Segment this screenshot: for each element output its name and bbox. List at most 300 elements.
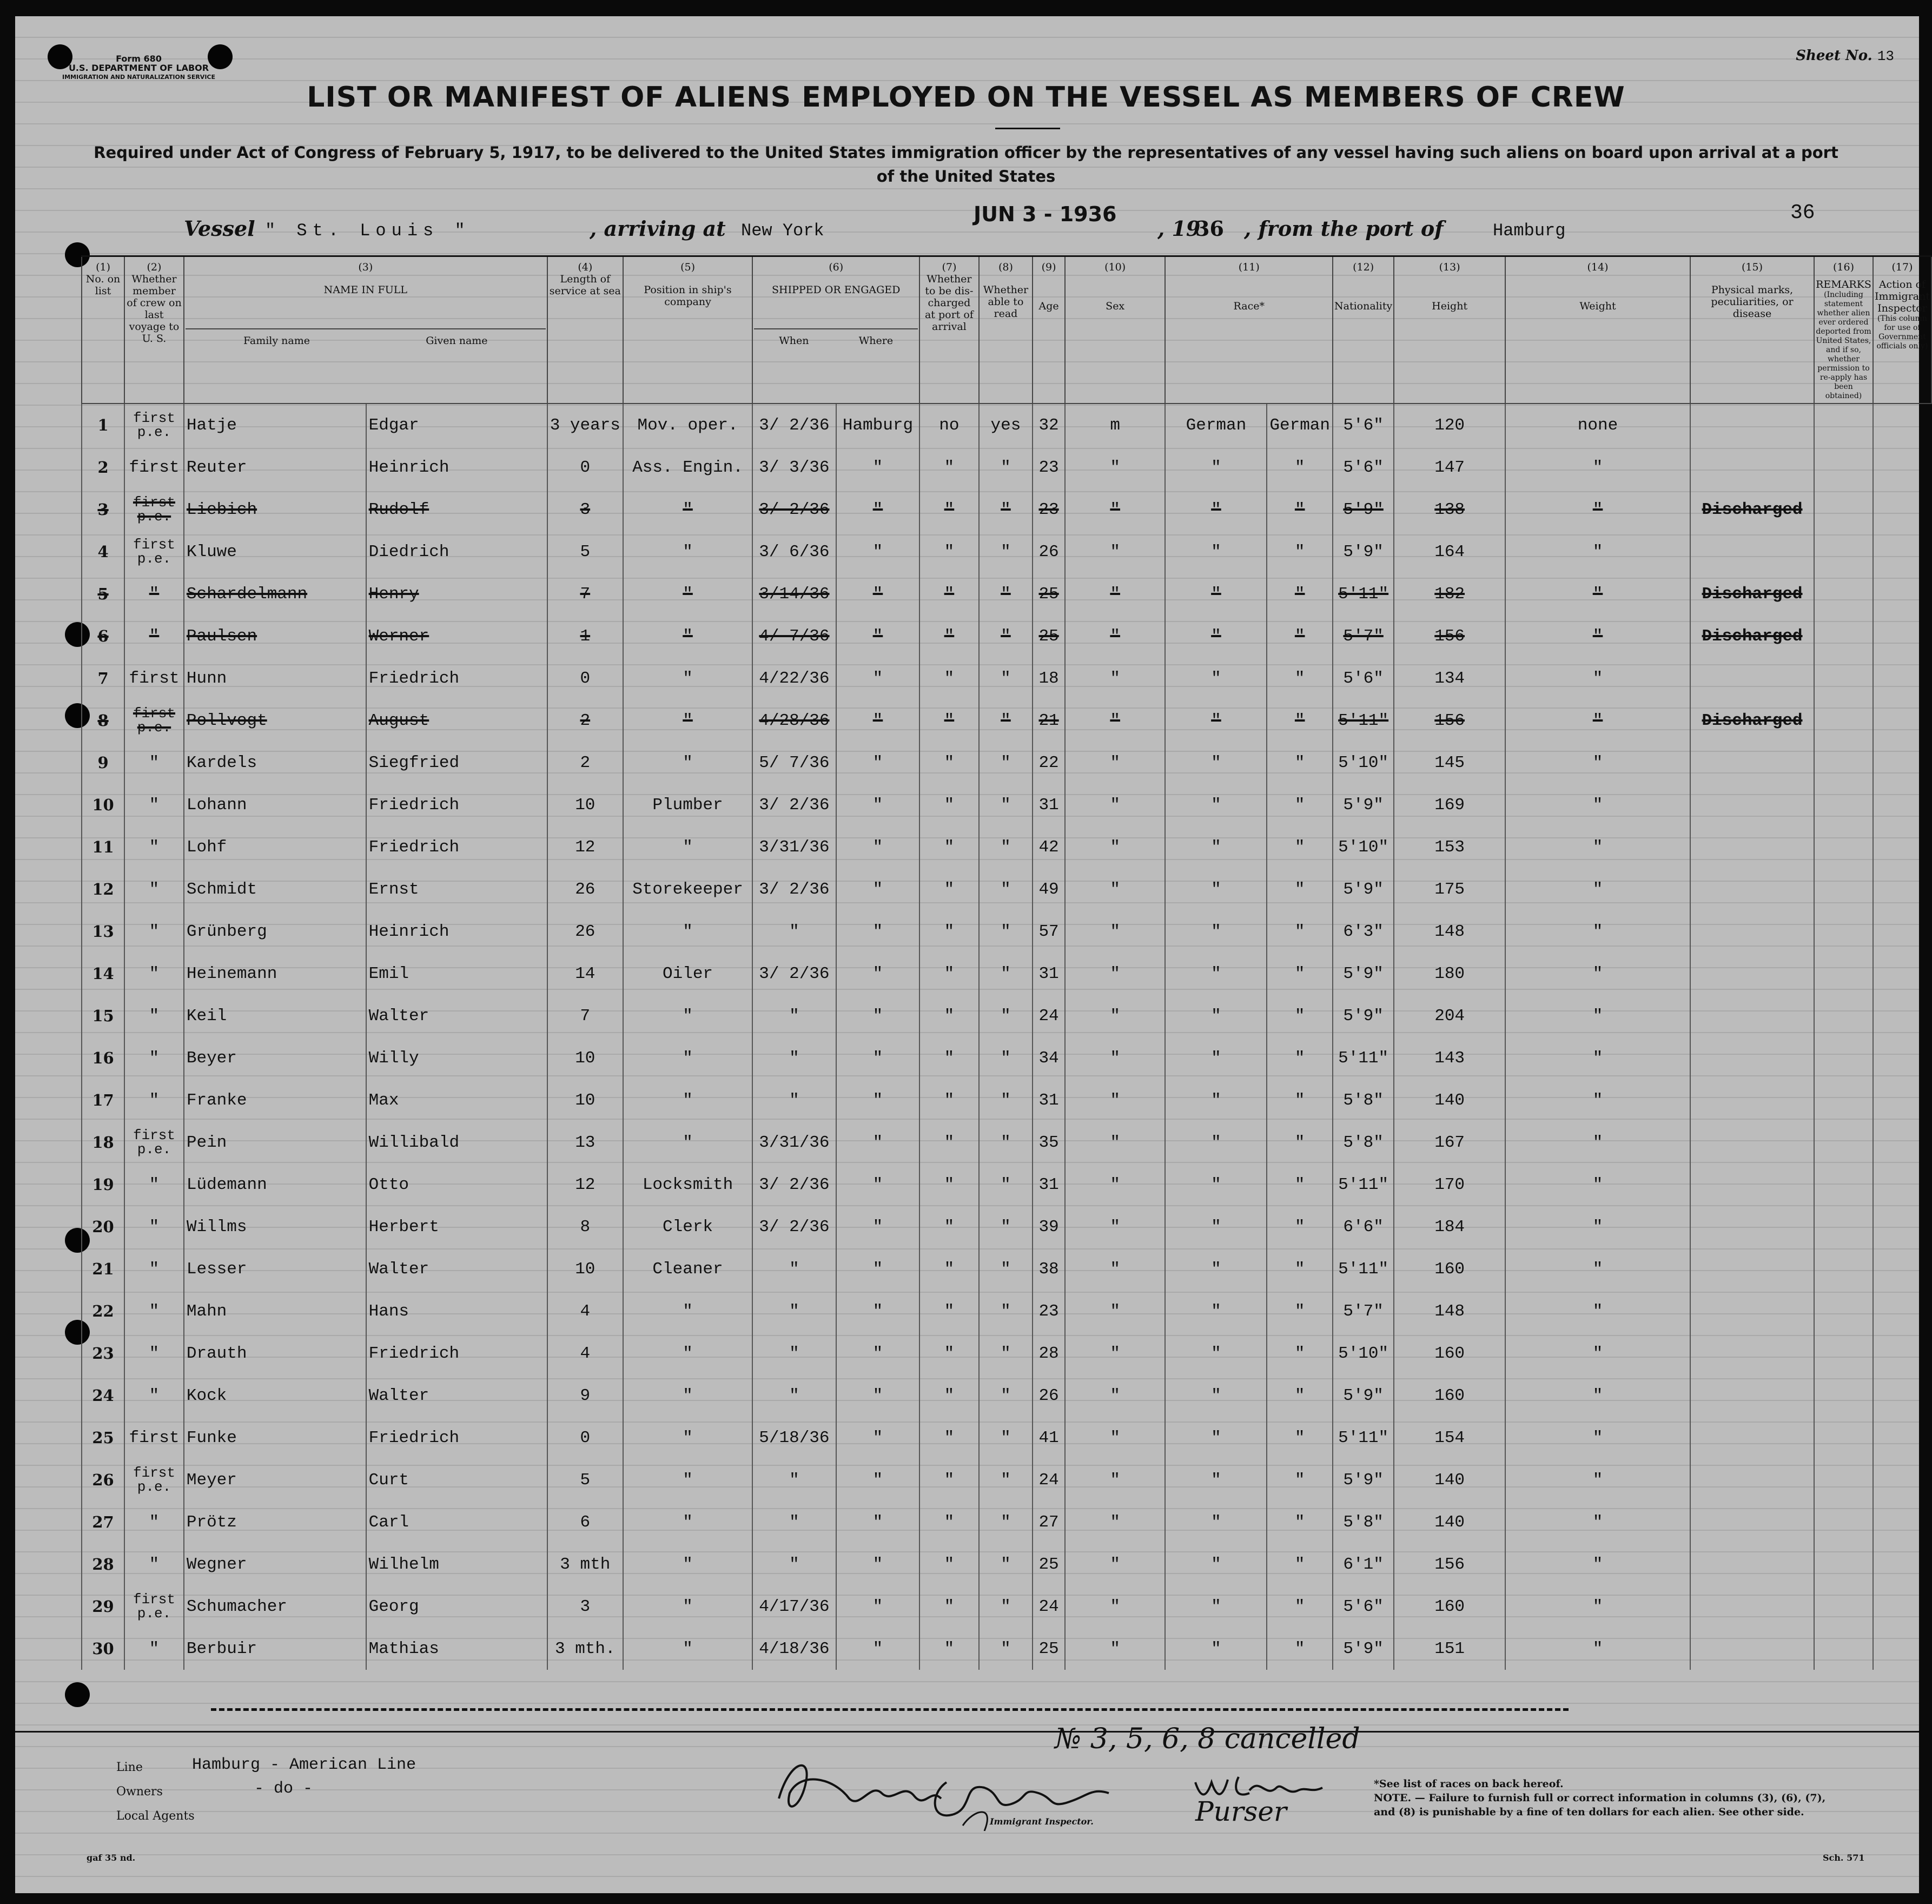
page-subtitle: Required under Act of Congress of February 5, 1917, to be delivered to the United States immigration officer by the representatives of any vessel having such aliens on board upon arrival at a port of the United States: [94, 143, 1838, 186]
list-number: 30: [82, 1628, 124, 1670]
col-header-4: (4) Length of service at sea: [547, 256, 623, 404]
weight: 156: [1394, 615, 1505, 657]
remarks: [1690, 1248, 1814, 1290]
service-length: 0: [547, 657, 623, 699]
weight: 140: [1394, 1079, 1505, 1121]
able-to-read: ": [979, 657, 1033, 699]
physical-marks: ": [1505, 1501, 1690, 1543]
inspector-action: [1814, 1163, 1873, 1206]
remarks: [1690, 1290, 1814, 1332]
able-to-read: ": [979, 1332, 1033, 1374]
age: 23: [1033, 488, 1065, 531]
physical-marks: ": [1505, 657, 1690, 699]
discharge-at-port: ": [919, 1332, 978, 1374]
crew-row: [82, 1079, 1931, 1121]
sex: ": [1065, 868, 1166, 910]
nationality: ": [1267, 953, 1333, 995]
able-to-read: ": [979, 1037, 1033, 1079]
given-name: Otto: [366, 1163, 547, 1206]
able-to-read: ": [979, 573, 1033, 615]
shipped-when: ": [752, 1543, 836, 1585]
shipped-where: ": [836, 1079, 920, 1121]
age: 31: [1033, 1163, 1065, 1206]
shipped-where: ": [836, 1628, 920, 1670]
service-length: 26: [547, 868, 623, 910]
discharge-at-port: ": [919, 488, 978, 531]
purser-label: Purser: [1195, 1796, 1287, 1827]
race: ": [1165, 1459, 1267, 1501]
given-name: Ernst: [366, 868, 547, 910]
position: Storekeeper: [623, 868, 752, 910]
inspector-action: [1814, 699, 1873, 742]
discharge-at-port: ": [919, 1501, 978, 1543]
service-length: 9: [547, 1374, 623, 1417]
service-length: 2: [547, 742, 623, 784]
shipped-when: 5/ 7/36: [752, 742, 836, 784]
position: ": [623, 1628, 752, 1670]
remarks: [1690, 1206, 1814, 1248]
physical-marks: ": [1505, 1206, 1690, 1248]
family-name: Franke: [184, 1079, 366, 1121]
crew-row: [82, 404, 1931, 446]
crew-rows: [82, 404, 1931, 1670]
family-name: Reuter: [184, 446, 366, 488]
able-to-read: ": [979, 1417, 1033, 1459]
cancelled-note: № 3, 5, 6, 8 cancelled: [1055, 1723, 1360, 1755]
nationality: ": [1267, 1206, 1333, 1248]
discharge-at-port: ": [919, 1543, 978, 1585]
race: ": [1165, 910, 1267, 953]
last-voyage: first p.e.: [124, 699, 184, 742]
crew-row: [82, 995, 1931, 1037]
given-name: Friedrich: [366, 1417, 547, 1459]
shipped-when: ": [752, 995, 836, 1037]
col-header-13: (13) Height: [1394, 256, 1505, 404]
inspector-action: [1814, 1037, 1873, 1079]
discharge-at-port: ": [919, 868, 978, 910]
sex: m: [1065, 404, 1166, 446]
discharge-at-port: ": [919, 615, 978, 657]
crew-row: [82, 1628, 1931, 1670]
list-number: 18: [82, 1121, 124, 1163]
discharge-at-port: ": [919, 1121, 978, 1163]
height: 6'3": [1333, 910, 1394, 953]
race: ": [1165, 1290, 1267, 1332]
list-number: 22: [82, 1290, 124, 1332]
list-number: 9: [82, 742, 124, 784]
col-header-6: (6) SHIPPED OR ENGAGED When Where: [752, 256, 919, 404]
weight: 145: [1394, 742, 1505, 784]
crew-row: [82, 742, 1931, 784]
list-number: 16: [82, 1037, 124, 1079]
physical-marks: ": [1505, 1037, 1690, 1079]
service-length: 14: [547, 953, 623, 995]
crew-row: [82, 1163, 1931, 1206]
shipped-when: 3/14/36: [752, 573, 836, 615]
list-number: 20: [82, 1206, 124, 1248]
position: ": [623, 1037, 752, 1079]
discharge-at-port: ": [919, 1374, 978, 1417]
weight: 147: [1394, 446, 1505, 488]
crew-row: [82, 1037, 1931, 1079]
age: 28: [1033, 1332, 1065, 1374]
crew-manifest-table: [81, 255, 1932, 1670]
position: ": [623, 488, 752, 531]
age: 41: [1033, 1417, 1065, 1459]
age: 25: [1033, 615, 1065, 657]
family-name: Pollvogt: [184, 699, 366, 742]
form-number: Form 680: [116, 54, 162, 64]
sex: ": [1065, 1417, 1166, 1459]
able-to-read: ": [979, 910, 1033, 953]
remarks: [1690, 1543, 1814, 1585]
sex: ": [1065, 910, 1166, 953]
able-to-read: ": [979, 488, 1033, 531]
age: 22: [1033, 742, 1065, 784]
when-header: When: [779, 335, 809, 347]
year-value: 36: [1195, 216, 1224, 241]
sex: ": [1065, 1628, 1166, 1670]
list-number: 8: [82, 699, 124, 742]
arrival-port: New York: [741, 221, 824, 241]
crew-row: [82, 657, 1931, 699]
position: ": [623, 699, 752, 742]
discharge-at-port: ": [919, 531, 978, 573]
age: 25: [1033, 1628, 1065, 1670]
inspector-action: [1814, 1374, 1873, 1417]
remarks: [1690, 1628, 1814, 1670]
inspector-action: [1814, 657, 1873, 699]
list-number: 15: [82, 995, 124, 1037]
weight: 134: [1394, 657, 1505, 699]
col-header-5: (5) Position in ship's company: [623, 256, 752, 404]
given-name: Georg: [366, 1585, 547, 1628]
able-to-read: ": [979, 1501, 1033, 1543]
inspector-action: [1814, 1206, 1873, 1248]
crew-row: [82, 1501, 1931, 1543]
position: ": [623, 657, 752, 699]
position: Mov. oper.: [623, 404, 752, 446]
last-voyage: ": [124, 1501, 184, 1543]
age: 24: [1033, 1459, 1065, 1501]
last-voyage: ": [124, 1628, 184, 1670]
crew-row: [82, 615, 1931, 657]
last-voyage: ": [124, 1543, 184, 1585]
sex: ": [1065, 657, 1166, 699]
height: 5'9": [1333, 488, 1394, 531]
given-name-header: Given name: [426, 335, 488, 347]
remarks: [1690, 1037, 1814, 1079]
last-voyage: ": [124, 573, 184, 615]
family-name-header: Family name: [243, 335, 310, 347]
physical-marks: ": [1505, 699, 1690, 742]
crew-row: [82, 1290, 1931, 1332]
race: ": [1165, 446, 1267, 488]
shipped-when: ": [752, 1374, 836, 1417]
weight: 204: [1394, 995, 1505, 1037]
physical-marks: ": [1505, 1628, 1690, 1670]
race: ": [1165, 699, 1267, 742]
height: 5'8": [1333, 1121, 1394, 1163]
family-name: Hunn: [184, 657, 366, 699]
height: 5'10": [1333, 742, 1394, 784]
crew-row: [82, 531, 1931, 573]
nationality: ": [1267, 1628, 1333, 1670]
last-voyage: first: [124, 657, 184, 699]
discharge-at-port: ": [919, 995, 978, 1037]
physical-marks: ": [1505, 531, 1690, 573]
remarks: [1690, 1417, 1814, 1459]
vessel-name: " St. Louis ": [265, 221, 471, 241]
inspector-action: [1814, 1332, 1873, 1374]
race: ": [1165, 488, 1267, 531]
sex: ": [1065, 953, 1166, 995]
height: 5'11": [1333, 1417, 1394, 1459]
sex: ": [1065, 615, 1166, 657]
remarks: [1690, 910, 1814, 953]
penalty-note: NOTE. — Failure to furnish full or correct information in columns (3), (6), (7), and (8) is punishable by a fine of ten dollars for each alien. See other side.: [1374, 1792, 1826, 1818]
remarks: [1690, 826, 1814, 868]
shipped-where: ": [836, 953, 920, 995]
list-number: 10: [82, 784, 124, 826]
height: 5'11": [1333, 573, 1394, 615]
nationality: ": [1267, 1248, 1333, 1290]
printer-code: gaf 35 nd.: [87, 1853, 136, 1863]
crew-row: [82, 1543, 1931, 1585]
sex: ": [1065, 1290, 1166, 1332]
race: ": [1165, 1121, 1267, 1163]
service-length: 26: [547, 910, 623, 953]
nationality: ": [1267, 1417, 1333, 1459]
sheet-number: [1796, 48, 1894, 64]
position: ": [623, 1121, 752, 1163]
physical-marks: ": [1505, 1248, 1690, 1290]
shipped-where: ": [836, 784, 920, 826]
last-voyage: first: [124, 446, 184, 488]
inspector-action: [1814, 1459, 1873, 1501]
crew-row: [82, 699, 1931, 742]
sheet-label: Sheet No.: [1796, 48, 1873, 64]
service-length: 0: [547, 446, 623, 488]
departure-port: Hamburg: [1493, 221, 1566, 241]
family-name: Prötz: [184, 1501, 366, 1543]
family-name: Lohann: [184, 784, 366, 826]
last-voyage: ": [124, 1037, 184, 1079]
last-voyage: first p.e.: [124, 531, 184, 573]
list-number: 3: [82, 488, 124, 531]
age: 31: [1033, 1079, 1065, 1121]
position: ": [623, 1543, 752, 1585]
inspector-action: [1814, 1543, 1873, 1585]
service-length: 4: [547, 1332, 623, 1374]
nationality: ": [1267, 1163, 1333, 1206]
service-length: 3 years: [547, 404, 623, 446]
date-stamp: JUN 3 - 1936: [974, 202, 1117, 226]
weight: 151: [1394, 1628, 1505, 1670]
race: ": [1165, 1543, 1267, 1585]
family-name: Schmidt: [184, 868, 366, 910]
discharge-at-port: ": [919, 826, 978, 868]
height: 5'11": [1333, 1248, 1394, 1290]
remarks: [1690, 1585, 1814, 1628]
crew-row: [82, 1332, 1931, 1374]
discharge-at-port: ": [919, 1417, 978, 1459]
inspector-label: Immigrant Inspector.: [990, 1816, 1094, 1827]
remarks: Discharged: [1690, 699, 1814, 742]
age: 57: [1033, 910, 1065, 953]
given-name: Max: [366, 1079, 547, 1121]
height: 6'1": [1333, 1543, 1394, 1585]
crew-row: [82, 1585, 1931, 1628]
inspector-action: [1814, 784, 1873, 826]
sex: ": [1065, 826, 1166, 868]
shipped-where: ": [836, 1248, 920, 1290]
list-number: 23: [82, 1332, 124, 1374]
service-length: 3: [547, 1585, 623, 1628]
crew-row: [82, 1374, 1931, 1417]
service-name: IMMIGRATION AND NATURALIZATION SERVICE: [62, 74, 216, 81]
department-name: U.S. DEPARTMENT OF LABOR: [68, 63, 209, 73]
remarks: [1690, 446, 1814, 488]
sex: ": [1065, 488, 1166, 531]
weight: 148: [1394, 1290, 1505, 1332]
sex: ": [1065, 1374, 1166, 1417]
given-name: Willibald: [366, 1121, 547, 1163]
position: ": [623, 995, 752, 1037]
family-name: Keil: [184, 995, 366, 1037]
inspector-action: [1814, 404, 1873, 446]
weight: 167: [1394, 1121, 1505, 1163]
age: 34: [1033, 1037, 1065, 1079]
sheet-value: 13: [1877, 48, 1894, 64]
last-voyage: ": [124, 742, 184, 784]
discharge-at-port: ": [919, 1206, 978, 1248]
service-length: 8: [547, 1206, 623, 1248]
able-to-read: ": [979, 1628, 1033, 1670]
sex: ": [1065, 446, 1166, 488]
remarks: [1690, 1374, 1814, 1417]
discharge-at-port: ": [919, 1585, 978, 1628]
position: Ass. Engin.: [623, 446, 752, 488]
given-name: Diedrich: [366, 531, 547, 573]
crew-row: [82, 1248, 1931, 1290]
discharge-at-port: ": [919, 446, 978, 488]
physical-marks: ": [1505, 573, 1690, 615]
nationality: ": [1267, 826, 1333, 868]
sex: ": [1065, 1079, 1166, 1121]
age: 27: [1033, 1501, 1065, 1543]
discharge-at-port: ": [919, 910, 978, 953]
able-to-read: ": [979, 1206, 1033, 1248]
shipped-when: 3/ 2/36: [752, 404, 836, 446]
family-name: Funke: [184, 1417, 366, 1459]
crew-row: [82, 826, 1931, 868]
able-to-read: ": [979, 826, 1033, 868]
shipped-where: ": [836, 868, 920, 910]
position: ": [623, 1374, 752, 1417]
inspector-action: [1814, 742, 1873, 784]
remarks: [1690, 1163, 1814, 1206]
position: ": [623, 1290, 752, 1332]
weight: 164: [1394, 531, 1505, 573]
given-name: Friedrich: [366, 826, 547, 868]
age: 38: [1033, 1248, 1065, 1290]
list-number: 25: [82, 1417, 124, 1459]
last-voyage: ": [124, 910, 184, 953]
schedule-code: Sch. 571: [1823, 1853, 1865, 1863]
service-length: 4: [547, 1290, 623, 1332]
family-name: Lohf: [184, 826, 366, 868]
list-number: 6: [82, 615, 124, 657]
family-name: Heinemann: [184, 953, 366, 995]
inspector-action: [1814, 1248, 1873, 1290]
last-voyage: ": [124, 615, 184, 657]
nationality: ": [1267, 446, 1333, 488]
list-number: 26: [82, 1459, 124, 1501]
age: 49: [1033, 868, 1065, 910]
family-name: Mahn: [184, 1290, 366, 1332]
nationality: ": [1267, 615, 1333, 657]
given-name: Emil: [366, 953, 547, 995]
service-length: 10: [547, 1079, 623, 1121]
shipped-where: ": [836, 446, 920, 488]
height: 5'6": [1333, 404, 1394, 446]
age: 24: [1033, 1585, 1065, 1628]
height: 5'8": [1333, 1079, 1394, 1121]
weight: 156: [1394, 1543, 1505, 1585]
service-length: 10: [547, 1037, 623, 1079]
where-header: Where: [858, 335, 894, 347]
physical-marks: ": [1505, 615, 1690, 657]
inspector-action: [1814, 995, 1873, 1037]
given-name: Heinrich: [366, 910, 547, 953]
footer-notes: [1374, 1777, 1850, 1819]
nationality: ": [1267, 573, 1333, 615]
shipped-where: Hamburg: [836, 404, 920, 446]
sex: ": [1065, 1501, 1166, 1543]
shipped-when: 3/ 2/36: [752, 1163, 836, 1206]
height: 5'6": [1333, 1585, 1394, 1628]
last-voyage: ": [124, 995, 184, 1037]
end-of-list-line: [211, 1708, 1569, 1711]
shipped-when: 3/ 2/36: [752, 1206, 836, 1248]
nationality: ": [1267, 1459, 1333, 1501]
inspector-action: [1814, 573, 1873, 615]
last-voyage: ": [124, 1248, 184, 1290]
position: Plumber: [623, 784, 752, 826]
height: 5'10": [1333, 1332, 1394, 1374]
last-voyage: ": [124, 784, 184, 826]
service-length: 10: [547, 784, 623, 826]
crew-row: [82, 573, 1931, 615]
list-number: 29: [82, 1585, 124, 1628]
physical-marks: ": [1505, 1374, 1690, 1417]
family-name: Hatje: [184, 404, 366, 446]
race: ": [1165, 1628, 1267, 1670]
list-number: 5: [82, 573, 124, 615]
list-number: 27: [82, 1501, 124, 1543]
able-to-read: ": [979, 615, 1033, 657]
sex: ": [1065, 742, 1166, 784]
shipped-where: ": [836, 1121, 920, 1163]
able-to-read: ": [979, 446, 1033, 488]
inspector-action: [1814, 1417, 1873, 1459]
col-header-12: (12) Nationality: [1333, 256, 1394, 404]
able-to-read: ": [979, 742, 1033, 784]
physical-marks: ": [1505, 868, 1690, 910]
position: Clerk: [623, 1206, 752, 1248]
given-name: Willy: [366, 1037, 547, 1079]
